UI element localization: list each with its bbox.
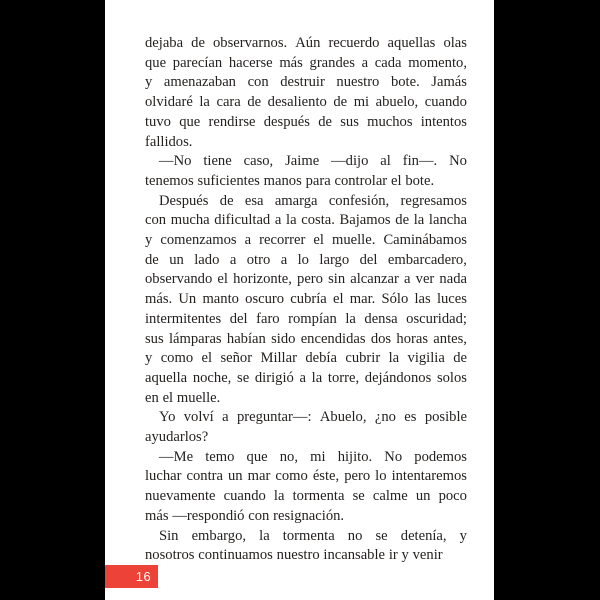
word: lancha xyxy=(428,212,467,229)
word: rompían xyxy=(288,310,337,327)
word: mi xyxy=(353,94,370,111)
word: detenía, xyxy=(400,527,447,544)
word: embarcadero, xyxy=(387,251,467,268)
word: Caminábamos xyxy=(383,232,467,249)
word: de xyxy=(453,350,467,367)
word: de xyxy=(145,251,159,268)
word: olvidaré xyxy=(145,94,193,111)
word: la xyxy=(259,527,270,544)
word: como xyxy=(160,350,194,367)
word: al xyxy=(380,153,391,170)
word: ir xyxy=(388,547,398,564)
word: Aún xyxy=(295,35,321,51)
word: aquella xyxy=(145,369,188,386)
word: sido xyxy=(271,330,296,347)
word: horizonte, xyxy=(233,271,292,288)
word: un xyxy=(228,468,243,485)
text-line xyxy=(145,251,467,271)
word: parecían xyxy=(172,54,223,71)
body-text xyxy=(145,34,467,566)
word: observarnos. xyxy=(213,35,288,51)
word: Después xyxy=(159,192,209,209)
word: la xyxy=(286,212,297,229)
word: luces xyxy=(436,291,467,308)
word: amenazaban xyxy=(163,74,236,91)
word: aquellas xyxy=(387,35,436,51)
word: de xyxy=(191,35,205,51)
word: del xyxy=(359,251,378,268)
text-line xyxy=(145,290,467,310)
word: lo xyxy=(297,251,309,268)
word: Jamás xyxy=(431,74,467,91)
word: pero xyxy=(344,468,371,485)
word: dos xyxy=(370,330,392,347)
word: caso, xyxy=(243,153,274,170)
word: un xyxy=(169,251,184,268)
word: recuerdo xyxy=(328,35,380,51)
word: mar. xyxy=(349,291,376,308)
word: y xyxy=(459,527,467,544)
word: olas xyxy=(443,35,467,51)
word: no xyxy=(347,527,363,544)
text-line xyxy=(145,270,467,290)
text-line xyxy=(145,310,467,330)
text-line xyxy=(145,34,467,54)
word: cara xyxy=(216,94,241,111)
word: y xyxy=(145,232,153,249)
word: intermitentes xyxy=(145,310,222,327)
word: más xyxy=(279,54,303,71)
word: podemos xyxy=(414,448,467,465)
word: Abuelo, xyxy=(319,409,367,426)
word: muchos xyxy=(367,113,413,130)
word: regresamos xyxy=(400,192,467,209)
text-line xyxy=(145,507,467,527)
word: mucha xyxy=(170,212,210,229)
paragraph xyxy=(145,408,467,447)
text-line xyxy=(145,211,467,231)
word: el xyxy=(390,172,402,189)
word: destruir xyxy=(280,74,325,91)
word: y xyxy=(401,547,409,564)
word: —No xyxy=(159,153,192,170)
word: la xyxy=(273,488,285,505)
word: un xyxy=(415,488,431,505)
word: muelle. xyxy=(176,389,221,406)
text-line xyxy=(145,192,467,212)
text-line xyxy=(145,467,467,487)
word: a xyxy=(229,251,237,268)
word: más xyxy=(145,507,169,524)
word: lámparas xyxy=(168,330,222,347)
word: solos xyxy=(436,369,467,386)
word: de xyxy=(247,94,262,111)
book-page xyxy=(105,0,494,600)
word: observando xyxy=(145,271,213,288)
word: calme xyxy=(372,488,408,505)
word: esa xyxy=(244,192,264,209)
word: desaliento xyxy=(267,94,327,111)
word: alcanzar xyxy=(350,271,399,288)
word: encendidas xyxy=(300,330,366,347)
word: poco xyxy=(438,488,467,505)
text-line xyxy=(145,349,467,369)
word: sus xyxy=(340,113,359,130)
word: con xyxy=(248,507,270,524)
word: resignación. xyxy=(273,507,345,524)
word: No xyxy=(449,153,467,170)
word: señor xyxy=(220,350,253,367)
word: largo xyxy=(319,251,350,268)
word: las xyxy=(414,291,431,308)
word: costa. xyxy=(301,212,335,229)
text-line xyxy=(145,330,467,350)
word: tuvo xyxy=(145,113,171,130)
word: bote. xyxy=(405,172,435,189)
word: incansable xyxy=(323,547,386,564)
word: dejaba xyxy=(145,35,184,51)
word: lado xyxy=(194,251,220,268)
word: dirigió xyxy=(254,369,294,386)
paragraph xyxy=(145,192,467,409)
word: la xyxy=(388,350,400,367)
word: manto xyxy=(202,291,239,308)
word: para xyxy=(305,172,331,189)
word: el xyxy=(162,389,174,406)
word: lo xyxy=(375,468,387,485)
word: horas xyxy=(396,330,429,347)
word: la xyxy=(345,310,356,327)
word: vigilia xyxy=(407,350,445,367)
word: hijito. xyxy=(337,448,373,465)
word: oscuridad; xyxy=(406,310,467,327)
text-line xyxy=(145,527,467,547)
word: fallidos. xyxy=(145,133,193,150)
word: tenemos xyxy=(145,172,194,189)
word: se xyxy=(352,488,365,505)
word: con xyxy=(247,74,269,91)
word: ¿no xyxy=(374,409,396,426)
word: Sin xyxy=(159,527,179,544)
word: pero xyxy=(297,271,323,288)
text-line xyxy=(145,73,467,93)
word: posible xyxy=(424,409,467,426)
text-line xyxy=(145,54,467,74)
word: —respondió xyxy=(172,507,245,524)
word: Millar xyxy=(260,350,297,367)
word: el xyxy=(313,232,324,249)
word: mar xyxy=(247,468,271,485)
page-number: 16 xyxy=(135,569,152,584)
paragraph xyxy=(145,448,467,527)
word: nuevamente xyxy=(145,488,216,505)
paragraph xyxy=(145,527,467,566)
word: contra xyxy=(186,468,223,485)
text-line xyxy=(145,172,467,192)
word: del xyxy=(229,310,248,327)
word: a xyxy=(280,251,288,268)
word: recorrer xyxy=(259,232,306,249)
word: cubría xyxy=(290,291,327,308)
text-line xyxy=(145,546,467,566)
word: oscuro xyxy=(245,291,285,308)
word: muelle. xyxy=(332,232,376,249)
word: embargo, xyxy=(191,527,247,544)
word: a xyxy=(274,212,282,229)
text-line xyxy=(145,389,467,409)
word: antes, xyxy=(433,330,467,347)
text-line xyxy=(145,152,467,172)
text-line xyxy=(145,113,467,133)
word: fin—. xyxy=(402,153,438,170)
text-line xyxy=(145,133,467,153)
word: tormenta xyxy=(282,527,335,544)
word: la xyxy=(199,94,210,111)
word: nuestro xyxy=(276,547,320,564)
word: suficientes xyxy=(197,172,260,189)
word: el xyxy=(332,291,344,308)
text-line xyxy=(145,231,467,251)
word: comenzamos xyxy=(160,232,237,249)
word: que xyxy=(179,113,201,130)
word: no, xyxy=(279,448,298,465)
word: nuestro xyxy=(336,74,380,91)
word: la xyxy=(413,212,425,229)
word: Sólo xyxy=(381,291,409,308)
word: —dijo xyxy=(331,153,369,170)
word: el xyxy=(217,271,228,288)
word: como xyxy=(275,468,308,485)
word: de xyxy=(333,94,348,111)
word: hacerse xyxy=(228,54,273,71)
text-line xyxy=(145,93,467,113)
word: después xyxy=(263,113,310,130)
word: abuelo, xyxy=(375,94,419,111)
word: se xyxy=(375,527,388,544)
word: a xyxy=(404,271,411,288)
word: de xyxy=(219,192,234,209)
word: preguntar—: xyxy=(236,409,312,426)
word: otro xyxy=(246,251,271,268)
word: noche, xyxy=(192,369,232,386)
word: Un xyxy=(178,291,197,308)
word: No xyxy=(384,448,403,465)
word: ayudarlos? xyxy=(145,429,209,446)
word: que xyxy=(246,448,268,465)
word: sin xyxy=(328,271,346,288)
word: de xyxy=(395,212,410,229)
word: habían xyxy=(226,330,266,347)
word: es xyxy=(404,409,417,426)
word: densa xyxy=(364,310,398,327)
word: volví xyxy=(183,409,214,426)
text-line xyxy=(145,369,467,389)
word: momento, xyxy=(408,54,467,71)
word: dificultad xyxy=(214,212,271,229)
text-line xyxy=(145,428,467,448)
word: a xyxy=(244,232,252,249)
word: ver xyxy=(415,271,435,288)
page-number-badge xyxy=(105,565,158,588)
word: —Me xyxy=(159,448,194,465)
text-line xyxy=(145,408,467,428)
word: el xyxy=(201,350,213,367)
word: más. xyxy=(145,291,173,308)
word: a xyxy=(299,369,306,386)
word: continuamos xyxy=(198,547,273,564)
word: bote. xyxy=(390,74,420,91)
paragraph xyxy=(145,152,467,191)
word: Bajamos xyxy=(339,212,391,229)
word: nada xyxy=(439,271,467,288)
word: luchar xyxy=(145,468,182,485)
word: en xyxy=(145,389,159,406)
word: se xyxy=(237,369,250,386)
word: la xyxy=(311,369,323,386)
word: faro xyxy=(256,310,280,327)
word: tormenta xyxy=(292,488,345,505)
word: intentaremos xyxy=(391,468,467,485)
word: temo xyxy=(205,448,235,465)
word: y xyxy=(145,350,153,367)
text-line xyxy=(145,487,467,507)
word: a xyxy=(361,54,369,71)
word: tiene xyxy=(203,153,232,170)
word: debía xyxy=(305,350,337,367)
word: amarga xyxy=(274,192,318,209)
word: mi xyxy=(310,448,326,465)
word: con xyxy=(145,212,167,229)
word: nosotros xyxy=(145,547,195,564)
word: éste, xyxy=(312,468,340,485)
word: venir xyxy=(412,547,443,564)
word: cuando xyxy=(223,488,266,505)
word: manos xyxy=(263,172,302,189)
word: controlar xyxy=(334,172,388,189)
word: y xyxy=(145,74,153,91)
word: torre, xyxy=(327,369,360,386)
word: cuando xyxy=(424,94,467,111)
word: grandes xyxy=(309,54,355,71)
word: de xyxy=(318,113,332,130)
word: intentos xyxy=(420,113,467,130)
text-line xyxy=(145,448,467,468)
word: cada xyxy=(374,54,402,71)
word: a xyxy=(222,409,229,426)
paragraph xyxy=(145,34,467,152)
word: Yo xyxy=(159,409,176,426)
word: sus xyxy=(145,330,164,347)
word: dejándonos xyxy=(364,369,432,386)
word: Jaime xyxy=(285,153,320,170)
word: confesión, xyxy=(328,192,390,209)
word: que xyxy=(145,54,167,71)
word: cubrir xyxy=(345,350,381,367)
word: rendirse xyxy=(208,113,256,130)
